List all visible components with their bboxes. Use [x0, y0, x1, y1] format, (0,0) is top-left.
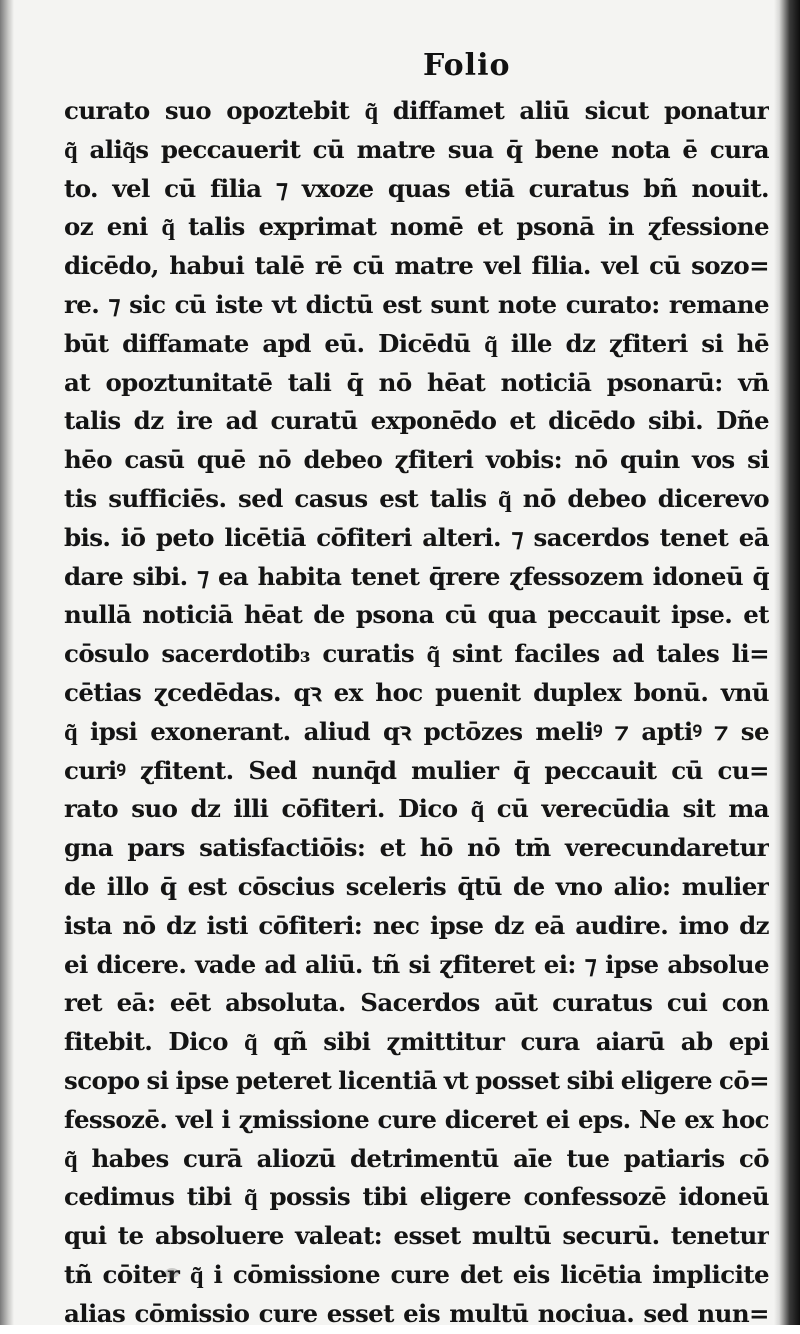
text-line: cōsulo sacerdotib₃ curatis q͂ sint faciles ad tales li=	[64, 639, 769, 669]
text-line: tñ cōiter q͂ i cōmissione cure det eis licētia implicite	[64, 1259, 769, 1289]
text-line: cedimus tibi q͂ possis tibi eligere confessozē idoneū	[64, 1182, 769, 1212]
text-line: bis. iō peto licētiā cōfiteri alteri. ⁊ sacerdos tenet eā	[64, 522, 769, 552]
text-line: oz eni q͂ talis exprimat nomē et psonā in ɀfessione	[64, 212, 769, 242]
text-line: ista nō dz isti cōfiteri: nec ipse dz eā audire. imo dz	[64, 910, 769, 940]
text-line: q͂ aliq͂s peccauerit cū matre sua q̄ bene nota ē cura	[64, 134, 769, 164]
ink-blot	[165, 1268, 179, 1278]
text-line: alias cōmissio cure esset eis multū nociua. sed nun=	[64, 1298, 769, 1328]
text-line: hēo casū quē nō debeo ɀfiteri vobis: nō quin vos si	[64, 445, 769, 475]
text-line: fitebit. Dico q͂ qñ sibi ɀmittitur cura aiarū ab epi	[64, 1027, 769, 1057]
text-block	[64, 92, 769, 1334]
text-line: fessozē. vel i ɀmissione cure diceret ei eps. Ne ex hoc	[64, 1104, 769, 1134]
running-head: Folio	[423, 48, 511, 83]
text-line: scopo si ipse peteret licentiā vt posset sibi eligere cō=	[64, 1065, 769, 1095]
text-line: q͂ ipsi exonerant. aliud qꝛ pctōzes meliꝰ ⁊ aptiꝰ ⁊ se	[64, 716, 769, 746]
text-line: tis sufficiēs. sed casus est talis q͂ nō debeo dicerevo	[64, 483, 769, 513]
text-line: curato suo opoztebit q͂ diffamet aliū sicut ponatur	[64, 96, 769, 125]
text-line: būt diffamate apd eū. Dicēdū q͂ ille dz ɀfiteri si hē	[64, 328, 769, 358]
text-line: curiꝰ ɀfitent. Sed nunq̄d mulier q̄ peccauit cū cu=	[64, 755, 769, 785]
text-line: ei dicere. vade ad aliū. tñ si ɀfiteret ei: ⁊ ipse absolue	[64, 949, 769, 979]
text-line: cētias ɀcedēdas. qꝛ ex hoc puenit duplex bonū. vnū	[64, 677, 769, 707]
text-line: to. vel cū filia ⁊ vxoze quas etiā curatus bñ nouit.	[64, 173, 769, 203]
text-line: q͂ habes curā aliozū detrimentū aīe tue patiaris cō	[64, 1143, 769, 1173]
text-line: de illo q̄ est cōscius sceleris q̄tū de vno alio: mulier	[64, 871, 769, 901]
text-line: ret eā: eēt absoluta. Sacerdos aūt curatus cui con	[64, 988, 769, 1018]
text-line: qui te absoluere valeat: esset multū securū. tenetur	[64, 1221, 769, 1251]
book-page	[48, 40, 778, 1328]
text-line: gna pars satisfactiōis: et hō nō tm̄ verecundaretur	[64, 833, 769, 863]
text-line: re. ⁊ sic cū iste vt dictū est sunt note curato: remane	[64, 289, 769, 319]
text-line: at opoztunitatē tali q̄ nō hēat noticiā psonarū: vn̄	[64, 367, 769, 397]
left-edge-shadow	[0, 0, 14, 1325]
text-line: nullā noticiā hēat de psona cū qua peccauit ipse. et	[64, 600, 769, 630]
text-line: dare sibi. ⁊ ea habita tenet q̄rere ɀfessozem idoneū q̄	[64, 561, 769, 591]
text-line: dicēdo, habui talē rē cū matre vel filia. vel cū sozo=	[64, 251, 769, 281]
text-line: rato suo dz illi cōfiteri. Dico q͂ cū verecūdia sit ma	[64, 794, 769, 824]
text-line: talis dz ire ad curatū exponēdo et dicēdo sibi. Dñe	[64, 406, 769, 436]
